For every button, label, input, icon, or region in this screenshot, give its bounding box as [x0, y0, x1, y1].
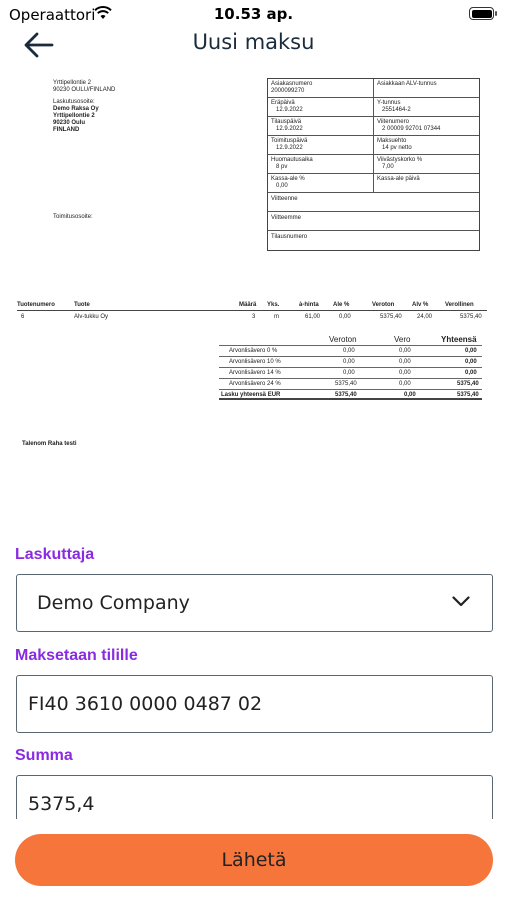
cell: Arvonlisävero 0 % — [229, 348, 278, 354]
biller-value: Demo Company — [37, 592, 190, 614]
biller-select[interactable] — [16, 574, 493, 632]
info-value: 12.9.2022 — [276, 145, 303, 151]
column-header: Määrä — [239, 302, 257, 308]
account-label: Maksetaan tilille — [15, 647, 138, 664]
nav-bar — [0, 28, 507, 72]
info-label: Maksuehto — [377, 138, 407, 144]
battery-icon — [469, 7, 494, 20]
info-label: Viitteenne — [271, 196, 298, 202]
column-header: Tuote — [74, 302, 90, 308]
cell: 0,00 — [399, 359, 411, 365]
info-label: Toimituspäivä — [271, 138, 308, 144]
column-header: Ale % — [333, 302, 350, 308]
info-label: Viivästyskorko % — [377, 157, 423, 163]
invoice-lines-table — [17, 301, 487, 323]
column-header: à-hinta — [299, 302, 319, 308]
column-header: Tuotenumero — [17, 302, 55, 308]
account-value: FI40 3610 0000 0487 02 — [28, 693, 263, 715]
vat-summary-table — [219, 334, 482, 400]
info-value: 0,00 — [276, 183, 288, 189]
cell: 24,00 — [417, 314, 433, 320]
info-value: 12.9.2022 — [276, 126, 303, 132]
cell: 0,00 — [399, 381, 411, 387]
amount-label: Summa — [15, 747, 73, 764]
submit-button[interactable]: Lähetä — [15, 834, 493, 886]
column-header: Alv % — [412, 302, 429, 308]
info-label: Viitteemme — [271, 215, 301, 221]
billing-line: FINLAND — [53, 127, 80, 133]
column-header: Yks. — [267, 302, 280, 308]
table-row — [219, 345, 482, 356]
billing-line: 90230 Oulu — [53, 120, 86, 126]
delivery-label: Toimitusosoite: — [53, 214, 93, 220]
invoice-preview[interactable] — [0, 75, 507, 525]
column-header: Vero — [394, 335, 411, 344]
clock: 10.53 ap. — [213, 5, 294, 23]
info-label: Tilausnumero — [271, 234, 308, 240]
column-header: Yhteensä — [441, 335, 477, 344]
billing-line: Demo Raksa Oy — [53, 106, 99, 112]
cell: Alv-tukku Oy — [74, 314, 109, 320]
cell: 0,00 — [399, 348, 411, 354]
cell: Arvonlisävero 24 % — [229, 381, 281, 387]
amount-value: 5375,4 — [28, 793, 95, 815]
cell: 0,00 — [465, 359, 477, 365]
account-field[interactable] — [16, 675, 493, 733]
info-label: Kassa-ale päivä — [377, 176, 420, 182]
chevron-down-icon — [452, 596, 470, 607]
column-header: Verollinen — [445, 302, 474, 308]
cell: 0,00 — [404, 392, 416, 398]
cell: Arvonlisävero 10 % — [229, 359, 281, 365]
info-label: Asiakasnumero — [271, 81, 313, 87]
cell: 61,00 — [305, 314, 321, 320]
info-value: 8 pv — [276, 164, 288, 170]
cell: 5375,40 — [460, 314, 482, 320]
info-value: 2551464-2 — [382, 107, 411, 113]
page-title: Uusi maksu — [192, 30, 315, 54]
table-row — [219, 378, 482, 389]
cell: 5375,40 — [380, 314, 402, 320]
table-header — [219, 334, 482, 345]
invoice-footer-company: Talenom Raha testi — [22, 441, 77, 447]
status-bar — [0, 0, 507, 30]
info-value: 2000099270 — [271, 88, 305, 94]
table-row — [17, 313, 487, 323]
cell: Lasku yhteensä EUR — [221, 392, 281, 398]
info-label: Y-tunnus — [377, 100, 401, 106]
info-value: 12.9.2022 — [276, 107, 303, 113]
cell: 5375,40 — [457, 381, 479, 387]
cell: 5375,40 — [335, 392, 357, 398]
seller-address-line: Yrttipellontie 2 — [53, 80, 92, 86]
column-header: Veroton — [329, 335, 357, 344]
cell: 5375,40 — [457, 392, 479, 398]
info-label: Eräpäivä — [271, 100, 295, 106]
invoice-info-box — [267, 78, 480, 251]
billing-line: Yrttipellontie 2 — [53, 113, 95, 119]
cell: 0,00 — [343, 359, 355, 365]
cell: Arvonlisävero 14 % — [229, 370, 281, 376]
cell: 0,00 — [343, 348, 355, 354]
cell: 0,00 — [339, 314, 351, 320]
cell: 5375,40 — [335, 381, 357, 387]
table-row — [219, 356, 482, 367]
cell: 0,00 — [465, 370, 477, 376]
biller-label: Laskuttaja — [15, 546, 95, 563]
cell: 0,00 — [465, 348, 477, 354]
seller-address-line: 90230 OULU/FINLAND — [53, 87, 116, 93]
column-header: Veroton — [372, 302, 395, 308]
table-row-total — [219, 389, 482, 400]
info-value: 2 00009 92701 07344 — [382, 126, 441, 132]
billing-label: Laskutusosoite: — [53, 99, 95, 105]
seller-address — [53, 80, 163, 134]
info-value: 14 pv netto — [382, 145, 412, 151]
cell: 3 — [252, 314, 256, 320]
table-header — [17, 301, 487, 311]
info-label: Asiakkaan ALV-tunnus — [377, 81, 437, 87]
info-label: Kassa-ale % — [271, 176, 305, 182]
cell: 6 — [21, 314, 25, 320]
cell: 0,00 — [343, 370, 355, 376]
info-label: Viitenumero — [377, 119, 409, 125]
info-label: Huomautusaika — [271, 157, 313, 163]
cell: m — [274, 314, 279, 320]
cell: 0,00 — [399, 370, 411, 376]
carrier-name: Operaattori — [9, 6, 96, 24]
info-label: Tilauspäivä — [271, 119, 302, 125]
table-row — [219, 367, 482, 378]
bottom-bar — [0, 819, 507, 900]
info-value: 7,00 — [382, 164, 394, 170]
